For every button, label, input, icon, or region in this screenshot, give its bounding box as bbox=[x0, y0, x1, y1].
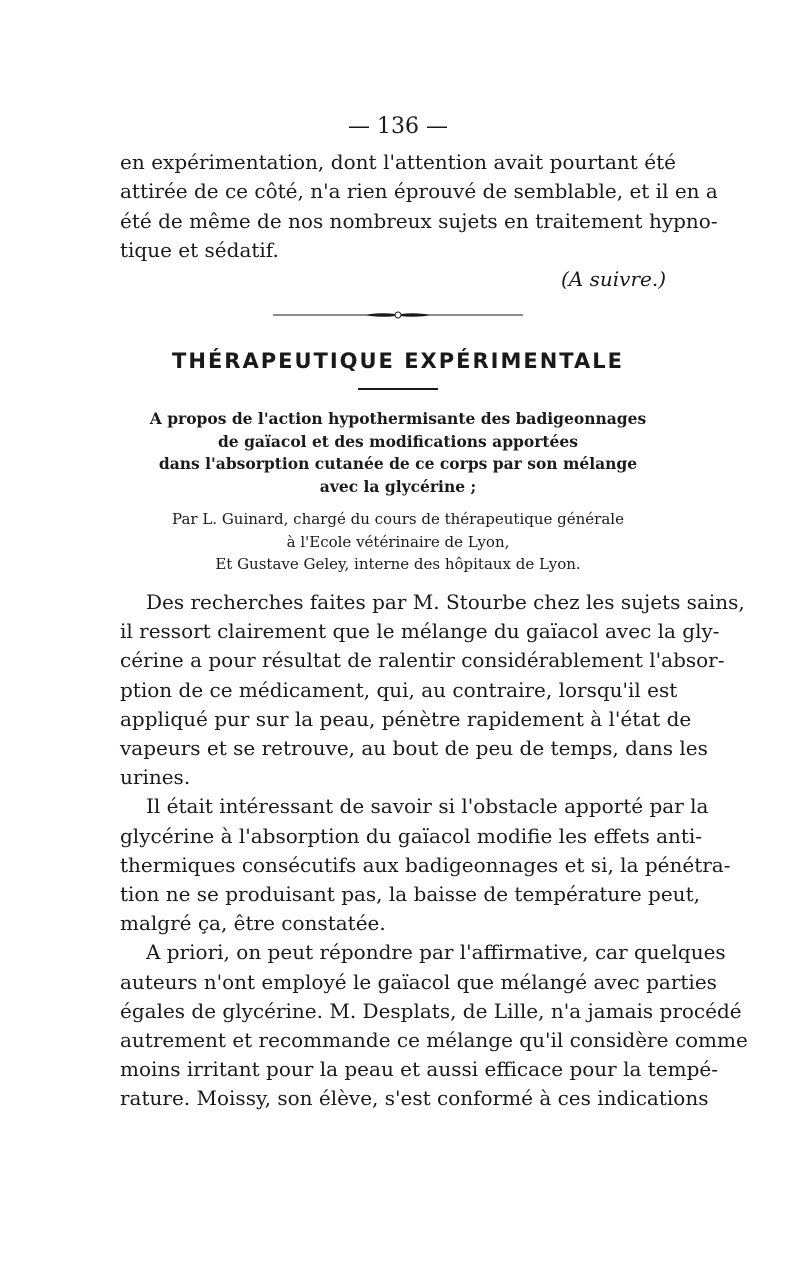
text-line: vapeurs et se retrouve, au bout de peu de temps, dans les bbox=[120, 736, 708, 760]
text-line: autrement et recommande ce mélange qu'il considère comme bbox=[120, 1028, 748, 1053]
text-line: moins irritant pour la peau et aussi efficace pour la tempé- bbox=[120, 1057, 719, 1082]
text-line: tion ne se produisant pas, la baisse de température peut, bbox=[120, 882, 700, 907]
text-line: égales de glycérine. M. Desplats, de Lille, n'a jamais procédé bbox=[120, 998, 742, 1023]
article-title-line: dans l'absorption cutanée de ce corps par son mélange bbox=[158, 454, 638, 474]
to-be-continued-note: (A suivre.) bbox=[561, 267, 666, 292]
book-page bbox=[120, 112, 748, 1114]
section-title: THÉRAPEUTIQUE EXPÉRIMENTALE bbox=[172, 349, 624, 374]
text-line: A priori, on peut répondre par l'affirmative, car quelques bbox=[146, 940, 726, 965]
text-line: Des recherches faites par M. Stourbe chez les sujets sains, bbox=[146, 589, 745, 614]
author-byline bbox=[120, 508, 676, 576]
ornamental-rule-icon bbox=[273, 308, 523, 322]
continuation-paragraph bbox=[120, 148, 718, 265]
text-line: thermiques consécutifs aux badigeonnages et si, la pénétra- bbox=[120, 852, 731, 877]
title-divider bbox=[358, 388, 438, 390]
byline-line: Par L. Guinard, chargé du cours de thérapeutique générale bbox=[172, 510, 624, 529]
page-number: — 136 — bbox=[348, 114, 448, 139]
text-line: il ressort clairement que le mélange du gaïacol avec la gly- bbox=[120, 619, 720, 644]
body-paragraph bbox=[120, 588, 745, 792]
body-paragraph bbox=[120, 792, 731, 938]
text-line: tique et sédatif. bbox=[120, 237, 279, 262]
article-title-line: de gaïacol et des modifications apportées bbox=[217, 431, 579, 451]
text-line: urines. bbox=[120, 765, 191, 790]
text-line: en expérimentation, dont l'attention avait pourtant été bbox=[120, 150, 676, 174]
byline-line: Et Gustave Geley, interne des hôpitaux de Lyon. bbox=[215, 555, 581, 574]
text-line: rature. Moissy, son élève, s'est conformé à ces indications bbox=[120, 1086, 709, 1111]
text-line: cérine a pour résultat de ralentir considérablement l'absor- bbox=[120, 648, 725, 673]
byline-line: à l'Ecole vétérinaire de Lyon, bbox=[286, 532, 510, 551]
article-title-line: A propos de l'action hypothermisante des badigeonnages bbox=[149, 409, 647, 429]
text-line: malgré ça, être constatée. bbox=[120, 911, 386, 936]
text-line: attirée de ce côté, n'a rien éprouvé de semblable, et il en a bbox=[120, 179, 718, 204]
text-line: été de même de nos nombreux sujets en traitement hypno- bbox=[120, 208, 718, 233]
article-title-line: avec la glycérine ; bbox=[319, 476, 477, 496]
body-paragraph bbox=[120, 938, 748, 1113]
article-body bbox=[120, 588, 748, 1114]
text-line: glycérine à l'absorption du gaïacol modifie les effets anti- bbox=[120, 823, 703, 848]
text-line: appliqué pur sur la peau, pénètre rapidement à l'état de bbox=[120, 706, 692, 731]
article-title bbox=[120, 408, 676, 498]
text-line: ption de ce médicament, qui, au contraire, lorsqu'il est bbox=[120, 677, 678, 702]
text-line: Il était intéressant de savoir si l'obstacle apporté par la bbox=[146, 794, 709, 819]
text-line: auteurs n'ont employé le gaïacol que mélangé avec parties bbox=[120, 969, 717, 994]
